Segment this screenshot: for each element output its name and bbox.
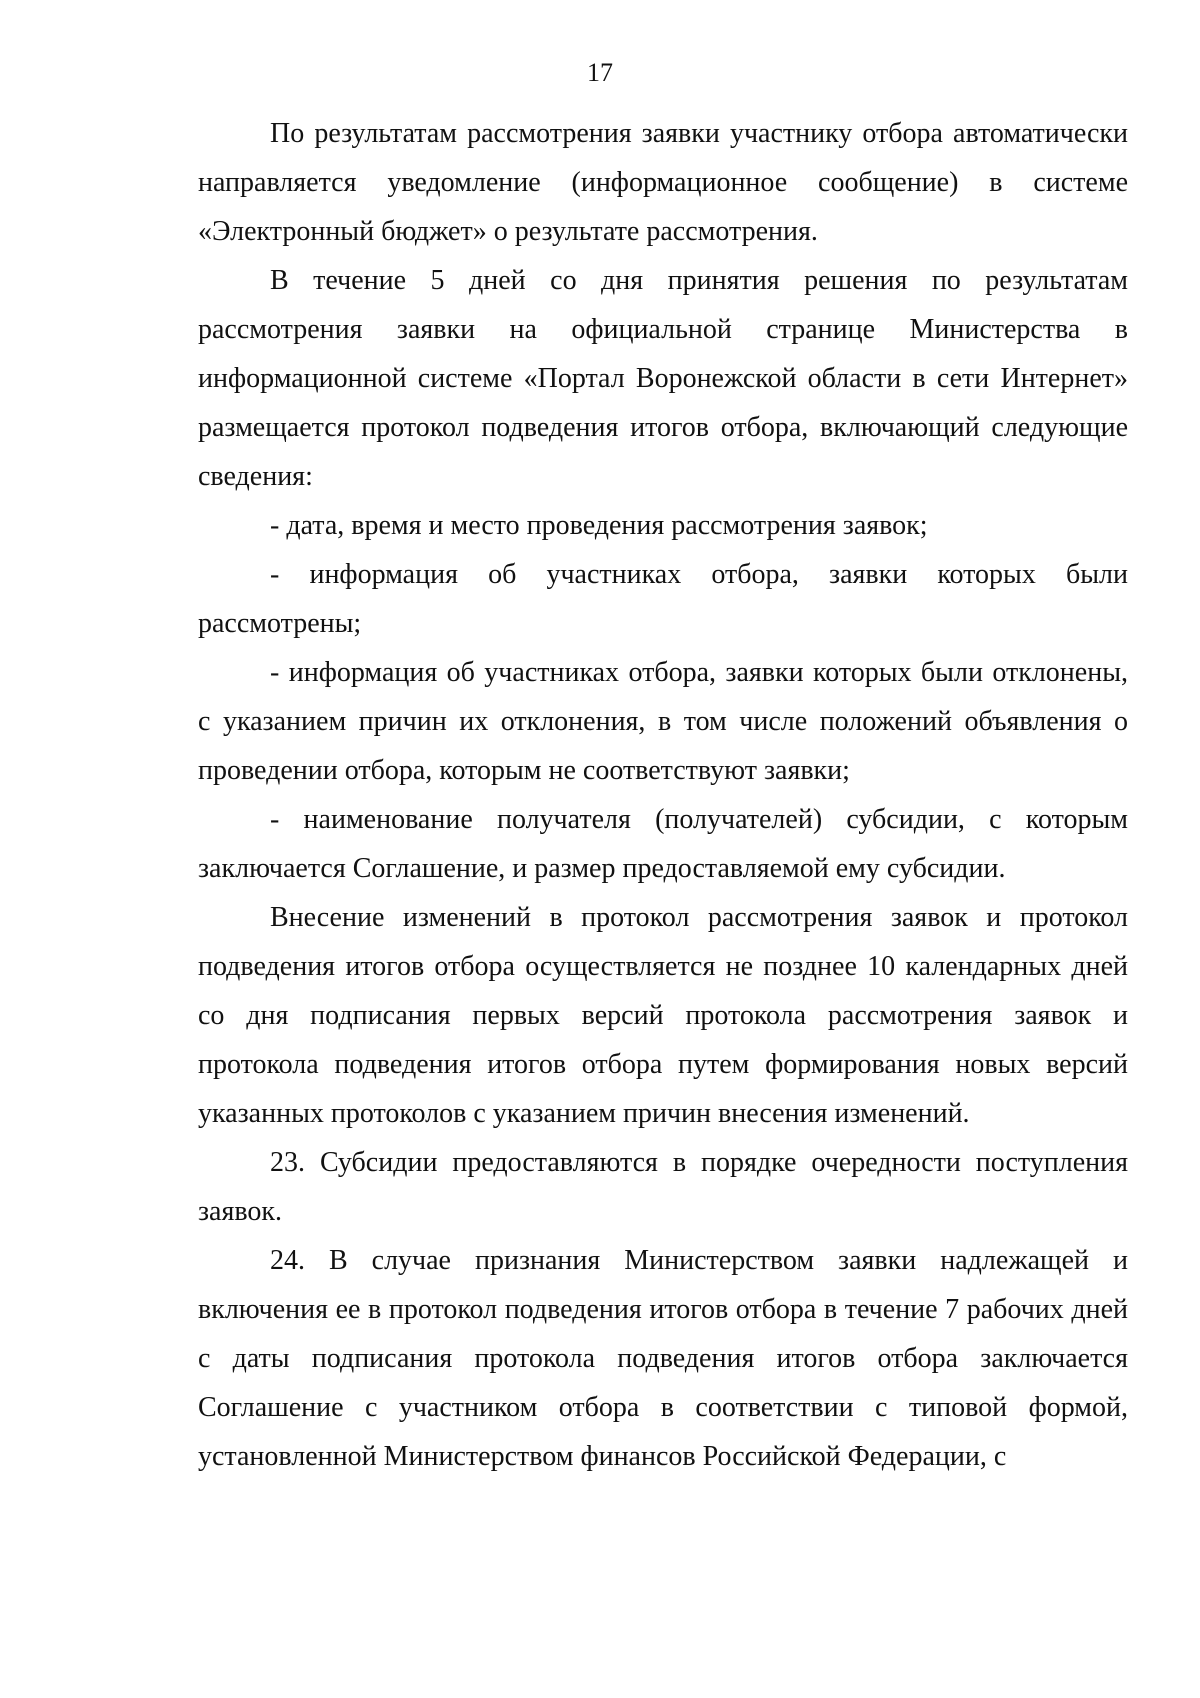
document-body: [198, 109, 1128, 1481]
list-item-rejected-participants: - информация об участниках отбора, заявки которых были отклонены, с указанием причин их отклонения, в том числе положений объявления о проведении отбора, которым не соответствуют заявки;: [198, 657, 1128, 786]
page-number: 17: [587, 58, 613, 87]
paragraph-clause-23: 23. Субсидии предоставляются в порядке очередности поступления заявок.: [198, 1147, 1128, 1227]
paragraph-protocol-changes: Внесение изменений в протокол рассмотрения заявок и протокол подведения итогов отбора осуществляется не позднее 10 календарных дней со дня подписания первых версий протокола рассмотрения заявок и протокола подведения итогов отбора путем формирования новых версий указанных протоколов с указанием причин внесения изменений.: [198, 902, 1128, 1129]
list-item-subsidy-recipient: - наименование получателя (получателей) субсидии, с которым заключается Соглашение, и размер предоставляемой ему субсидии.: [198, 804, 1128, 884]
paragraph-protocol-publication: В течение 5 дней со дня принятия решения по результатам рассмотрения заявки на официальной странице Министерства в информационной системе «Портал Воронежской области в сети Интернет» размещается протокол подведения итогов отбора, включающий следующие сведения:: [198, 265, 1128, 492]
list-item-considered-participants: - информация об участниках отбора, заявки которых были рассмотрены;: [198, 559, 1128, 639]
paragraph-notification: По результатам рассмотрения заявки участнику отбора автоматически направляется уведомление (информационное сообщение) в системе «Электронный бюджет» о результате рассмотрения.: [198, 118, 1128, 247]
list-item-date-time-place: - дата, время и место проведения рассмотрения заявок;: [270, 510, 928, 541]
paragraph-clause-24: 24. В случае признания Министерством заявки надлежащей и включения ее в протокол подведения итогов отбора в течение 7 рабочих дней с даты подписания протокола подведения итогов отбора заключается Соглашение с участником отбора в соответствии с типовой формой, установленной Министерством финансов Российской Федерации, с: [198, 1245, 1128, 1472]
